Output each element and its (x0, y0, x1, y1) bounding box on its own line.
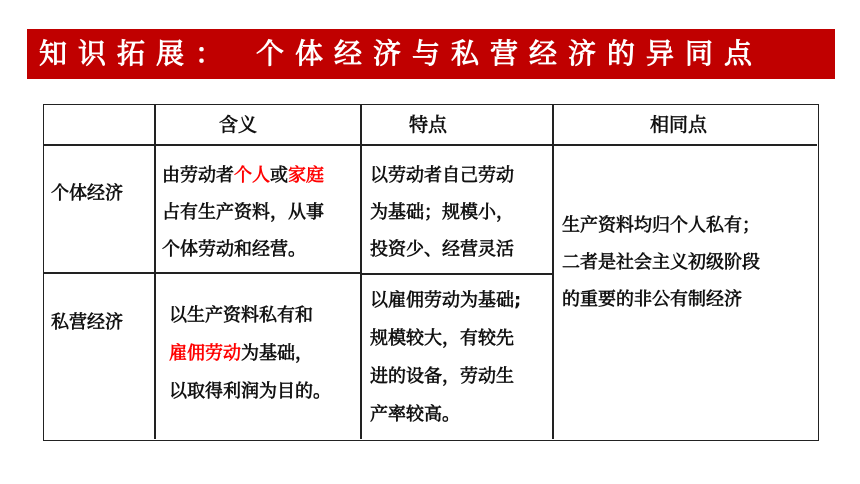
common-line3: 的重要的非公有制经济 (562, 289, 742, 310)
common-line1: 生产资料均归个人私有； (562, 215, 760, 236)
header-common: 相同点 (650, 114, 708, 136)
table-divider (44, 272, 360, 274)
individual-meaning-line1 (162, 159, 324, 193)
title-prefix: 知识拓展： (39, 37, 235, 70)
header-meaning: 含义 (219, 114, 258, 136)
highlight-text: 家庭 (288, 165, 324, 186)
title-main: 个体经济与私营经济的异同点 (256, 37, 764, 70)
individual-meaning-line2: 占有生产资料，从事 (162, 202, 324, 223)
private-feature-line4: 产率较高。 (370, 404, 460, 425)
common-line2: 二者是社会主义初级阶段 (562, 252, 760, 273)
individual-feature-line3: 投资少、经营灵活 (370, 239, 514, 260)
private-feature-line3: 进的设备，劳动生 (370, 366, 514, 387)
header-feature: 特点 (409, 114, 448, 136)
table-divider (44, 144, 817, 146)
individual-feature-line1: 以劳动者自己劳动 (370, 165, 514, 186)
private-feature-line2: 规模较大，有较先 (370, 328, 514, 349)
private-meaning-line1: 以生产资料私有和 (169, 305, 313, 326)
individual-feature-line2: 为基础；规模小， (370, 202, 514, 223)
highlight-text: 雇佣劳动 (169, 343, 241, 364)
table-divider (360, 105, 362, 439)
title-banner (27, 29, 835, 79)
row-label-private: 私营经济 (51, 312, 123, 333)
text-span: 或 (270, 165, 288, 186)
individual-meaning-line3: 个体劳动和经营。 (162, 239, 306, 260)
private-meaning-line3: 以取得利润为目的。 (169, 381, 331, 402)
table-divider (360, 273, 552, 275)
text-span: 由劳动者 (162, 165, 234, 186)
text-span: 为基础， (241, 343, 313, 364)
highlight-text: 个人 (234, 165, 270, 186)
row-label-individual: 个体经济 (51, 183, 123, 204)
comparison-table (43, 104, 819, 441)
private-meaning-line2 (169, 337, 313, 371)
table-divider (552, 105, 554, 439)
private-feature-line1: 以雇佣劳动为基础; (370, 290, 522, 311)
